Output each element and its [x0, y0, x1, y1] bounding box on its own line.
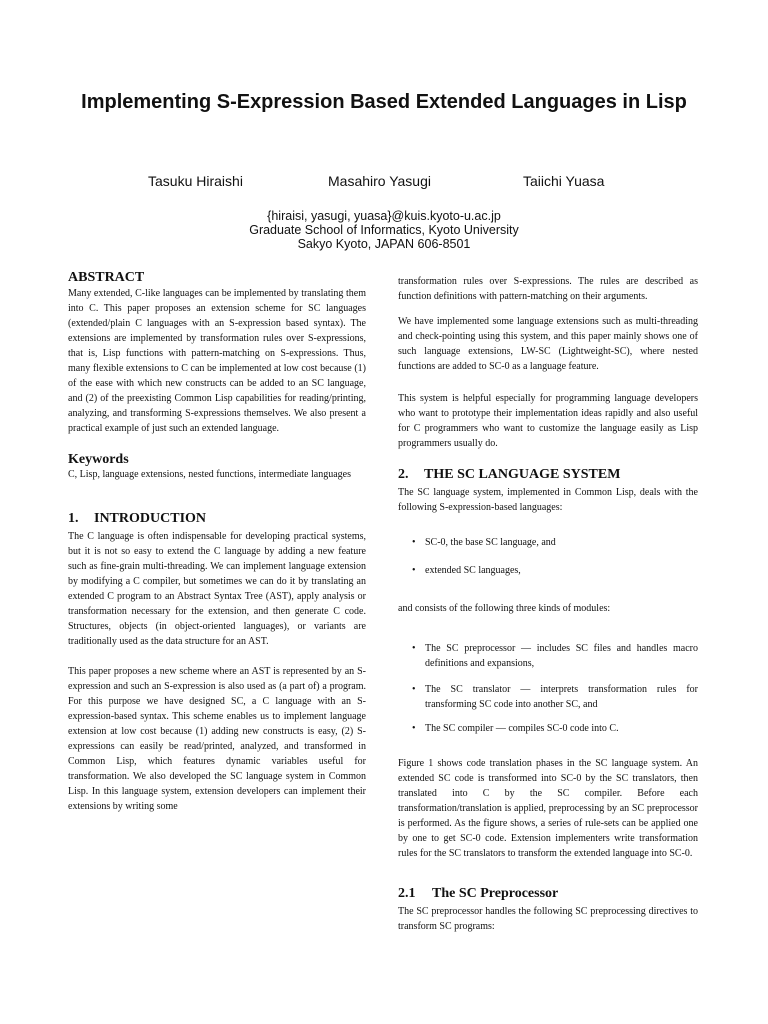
section2-paragraph-1: The SC language system, implemented in Common Lisp, deals with the following S-expression-based languages: — [398, 487, 698, 513]
section2-paragraph-2: and consists of the following three kinds of modules: — [398, 603, 611, 614]
author-email: {hiraisi, yasugi, yuasa}@kuis.kyoto-u.ac.jp — [267, 209, 501, 223]
section2-paragraph-3: Figure 1 shows code translation phases in the SC language system. An extended SC code is transformed into SC-0 by the SC translators, then translated into C by the SC compiler. Before each transformation/translation is applied, preprocessing by an SC preprocessor is performed. As the figure shows, a series of rule-sets can be applied one by one to get SC-0 code. Extension implementers write transformation rules for the SC translators to transform the extended language into SC-0. — [398, 758, 698, 859]
keywords-text: C, Lisp, language extensions, nested functions, intermediate languages — [68, 469, 351, 480]
lang-list-item: • extended SC languages, — [412, 565, 521, 576]
section21-title: The SC Preprocessor — [432, 886, 559, 901]
abstract-heading: ABSTRACT — [68, 270, 145, 285]
section2-title: THE SC LANGUAGE SYSTEM — [424, 467, 621, 482]
intro-paragraph-1: The C language is often indispensable for developing practical systems, but it is not so easy to extend the C language by adding a new feature such as fine-grain multi-threading. We can implement language extension by modifying a C compiler, but sometimes we can do it by translating an extended C program to an Abstract Syntax Tree (AST), apply analysis or transformation necessary for the extension, and then generate C code. Structures, objects (in object-oriented languages), or variants are traditionally used as the data structure for an AST. — [68, 531, 366, 647]
section21-paragraph-1: The SC preprocessor handles the following SC preprocessing directives to transform SC programs: — [398, 906, 698, 932]
bullet-icon: • — [412, 565, 416, 576]
bullet-icon: • — [412, 723, 416, 734]
intro-heading — [68, 510, 206, 528]
section2-number: 2. — [398, 467, 409, 482]
intro-paragraph-3: transformation rules over S-expressions. The rules are described as function definitions with pattern-matching on their arguments. — [398, 276, 698, 302]
intro-title: INTRODUCTION — [94, 511, 207, 526]
author-3: Taiichi Yuasa — [523, 173, 605, 189]
intro-paragraph-2: This paper proposes a new scheme where an AST is represented by an S-expression and such an S-expression is also used as (a part of) a program. For this purpose we have designed SC, a C language with an S-expression-based syntax. This scheme enables us to implement language extension at low cost because (1) adding new constructs is easy, (2) S-expressions can easily be read/printed, analyzed, and transformed in Common Lisp, which features dynamic variables useful for transformation. We also developed the SC language system in Common Lisp. In this language system, extension developers can implement their extensions by writing some — [68, 666, 366, 812]
bullet-icon: • — [412, 537, 416, 548]
author-affiliation: Graduate School of Informatics, Kyoto University — [249, 223, 519, 237]
intro-paragraph-4: We have implemented some language extensions such as multi-threading and check-pointing using this system, and this paper mainly shows one of such language extensions, LW-SC (Lightweight-SC), where nested functions are added to SC-0 as a language feature. — [398, 316, 698, 372]
section21-heading — [398, 885, 558, 903]
right-column — [398, 0, 698, 1024]
left-column — [68, 0, 366, 1024]
author-address: Sakyo Kyoto, JAPAN 606-8501 — [297, 237, 471, 251]
section21-number: 2.1 — [398, 886, 416, 901]
keywords-heading: Keywords — [68, 452, 129, 467]
lang-list-item: • SC-0, the base SC language, and — [412, 537, 556, 548]
intro-paragraph-5: This system is helpful especially for programming language developers who want to prototype their implementation ideas rapidly and also useful for C programmers who want to customize the language easily as Lisp programmers usually do. — [398, 393, 698, 449]
module-list-item: • The SC translator — interprets transformation rules for transforming SC code into another SC, and — [412, 684, 698, 710]
bullet-icon: • — [412, 684, 416, 695]
paper-title: Implementing S-Expression Based Extended Languages in Lisp — [81, 91, 687, 113]
section2-heading — [398, 466, 620, 484]
abstract-text: Many extended, C-like languages can be implemented by translating them into C. This paper proposes an extension scheme for SC languages (extended/plain C languages with an S-expression based syntax). The extensions are implemented by transformation rules over S-expressions, that is, Lisp functions with pattern-matching on S-expressions. Thus, many flexible extensions to C can be implemented at low cost because (1) of the ease with which new constructs can be added to an SC language, and (2) of the preexisting Common Lisp capabilities for reading/printing, analyzing, and transforming S-expressions themselves. We also present a practical example of just such an extended language. — [68, 288, 366, 434]
module-list-item: • The SC preprocessor — includes SC files and handles macro definitions and expansions, — [412, 643, 698, 669]
intro-number: 1. — [68, 511, 79, 526]
bullet-icon: • — [412, 643, 416, 654]
module-list-item: • The SC compiler — compiles SC-0 code into C. — [412, 723, 619, 734]
author-1: Tasuku Hiraishi — [148, 173, 243, 189]
author-2: Masahiro Yasugi — [328, 173, 431, 189]
